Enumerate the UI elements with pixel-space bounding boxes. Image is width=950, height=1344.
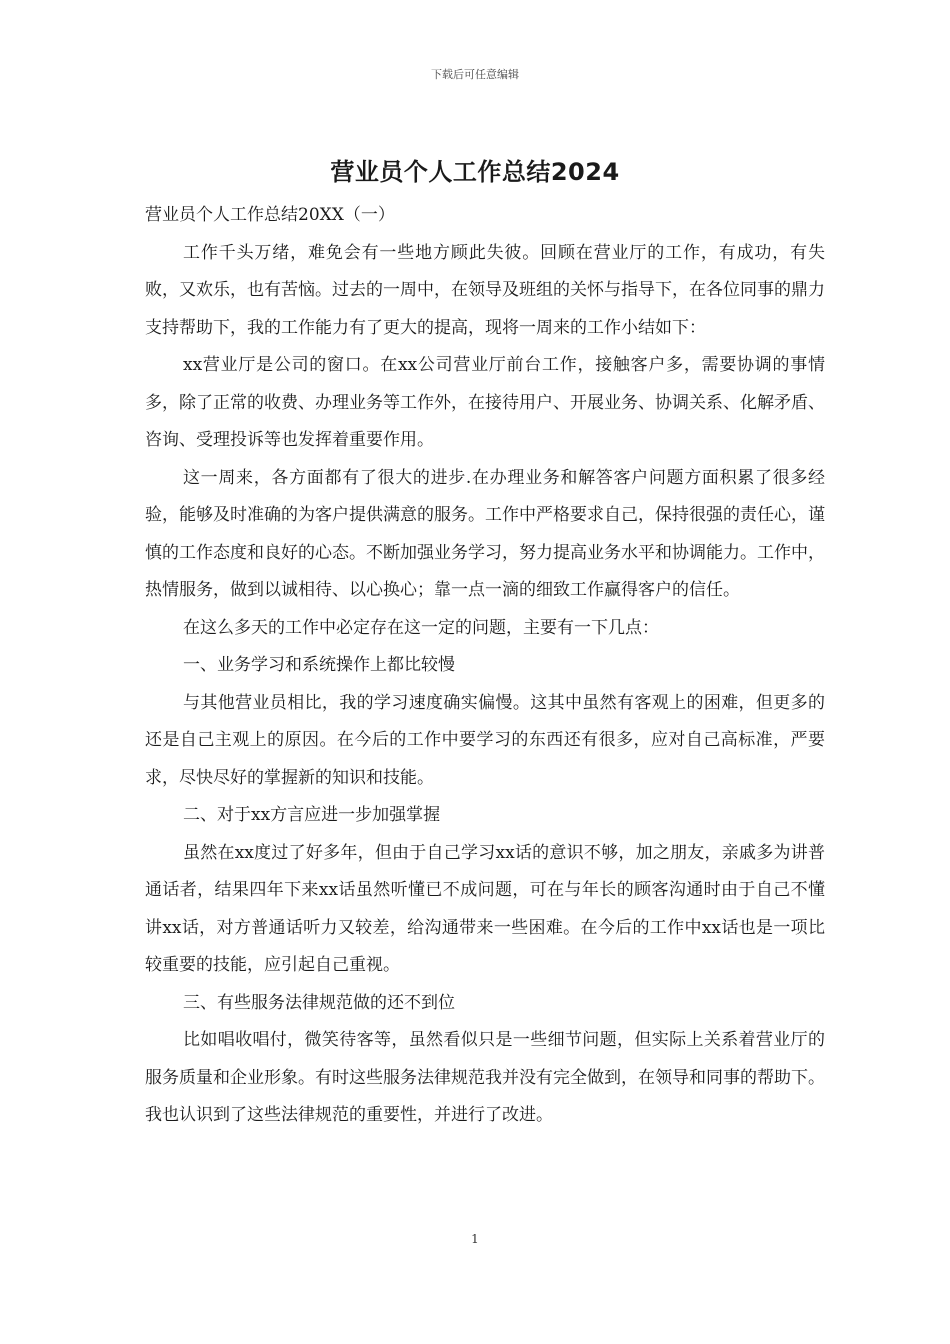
page-number: 1 [471,1232,479,1246]
document-title: 营业员个人工作总结2024 [330,158,620,186]
header-note: 下载后可任意编辑 [431,68,519,81]
subheading: 二、对于xx方言应进一步加强掌握 [183,805,441,825]
document-body [145,197,825,1135]
paragraph: 在这么多天的工作中必定存在这一定的问题，主要有一下几点： [183,617,659,638]
paragraph: 与其他营业员相比，我的学习速度确实偏慢。这其中虽然有客观上的困难，但更多的还是自己主观上的原因。在今后的工作中要学习的东西还有很多，应对自己高标准，严要求，尽快尽好的掌握新的知识和技能。 [145,692,825,788]
paragraph: 虽然在xx度过了好多年，但由于自己学习xx话的意识不够，加之朋友，亲戚多为讲普通话者，结果四年下来xx话虽然听懂已不成问题，可在与年长的顾客沟通时由于自己不懂讲xx话，对方普通话听力又较差，给沟通带来一些困难。在今后的工作中xx话也是一项比较重要的技能，应引起自己重视。 [145,842,825,975]
paragraph: 这一周来，各方面都有了很大的进步.在办理业务和解答客户问题方面积累了很多经验，能够及时准确的为客户提供满意的服务。工作中严格要求自己，保持很强的责任心，谨慎的工作态度和良好的心态。不断加强业务学习，努力提高业务水平和协调能力。工作中，热情服务，做到以诚相待、以心换心；靠一点一滴的细致工作赢得客户的信任。 [145,467,825,600]
paragraph: 工作千头万绪，难免会有一些地方顾此失彼。回顾在营业厅的工作，有成功，有失败，又欢乐，也有苦恼。过去的一周中，在领导及班组的关怀与指导下，在各位同事的鼎力支持帮助下，我的工作能力有了更大的提高，现将一周来的工作小结如下： [145,242,825,338]
paragraph: xx营业厅是公司的窗口。在xx公司营业厅前台工作，接触客户多，需要协调的事情多，除了正常的收费、办理业务等工作外，在接待用户、开展业务、协调关系、化解矛盾、咨询、受理投诉等也发挥着重要作用。 [145,355,825,450]
section-heading: 营业员个人工作总结20XX（一） [145,205,395,225]
subheading: 一、业务学习和系统操作上都比较慢 [183,655,455,675]
paragraph: 比如唱收唱付，微笑待客等，虽然看似只是一些细节问题，但实际上关系着营业厅的服务质量和企业形象。有时这些服务法律规范我并没有完全做到，在领导和同事的帮助下。我也认识到了这些法律规范的重要性，并进行了改进。 [145,1030,825,1125]
subheading: 三、有些服务法律规范做的还不到位 [183,992,455,1013]
